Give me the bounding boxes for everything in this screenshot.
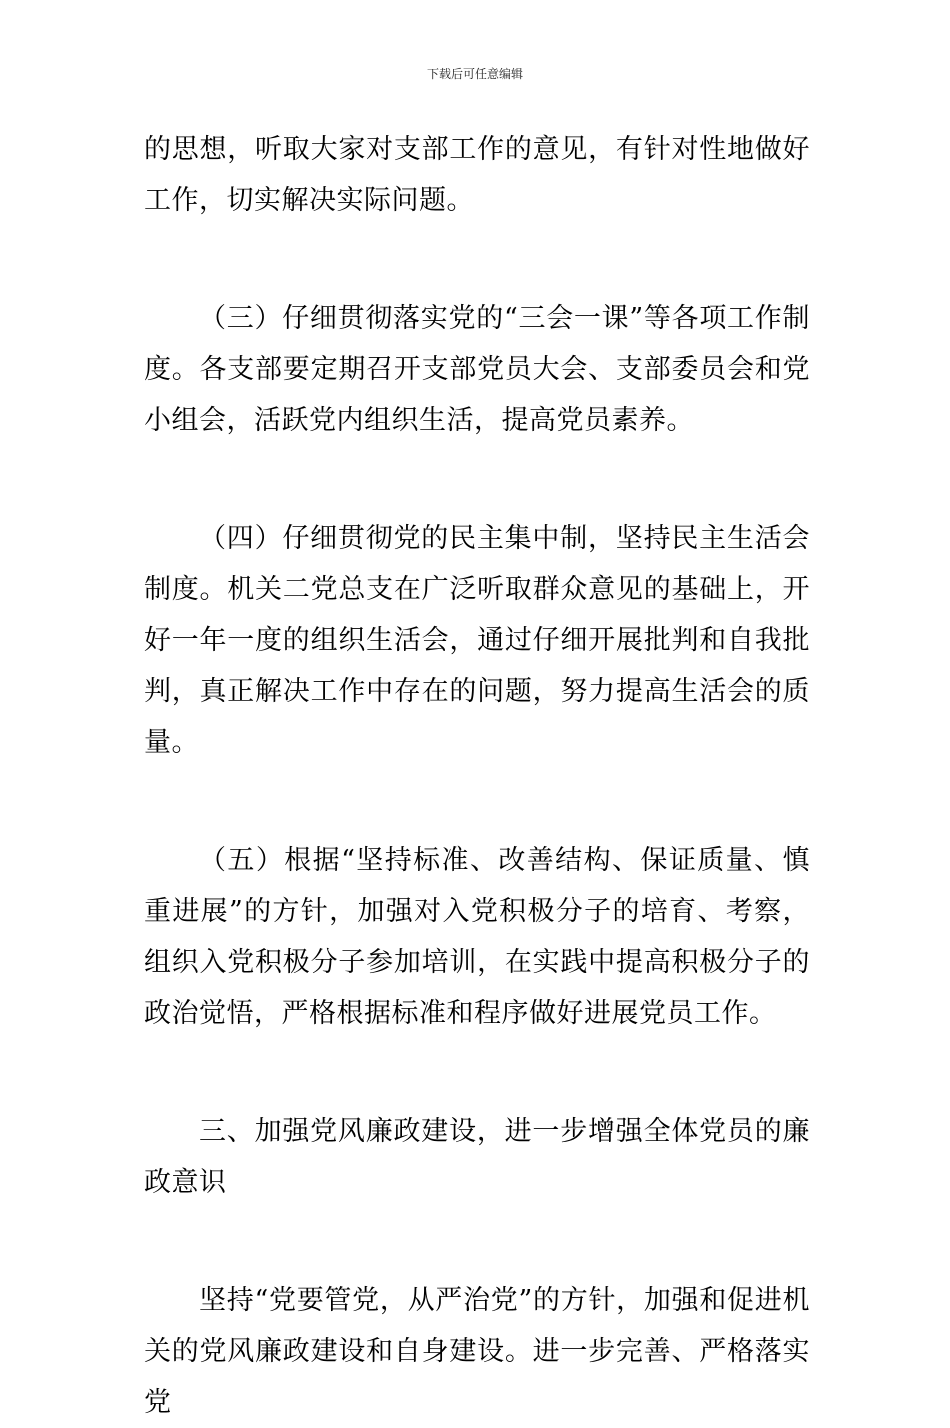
document-body — [144, 124, 810, 1428]
paragraph-item-4: （四）仔细贯彻党的民主集中制，坚持民主生活会制度。机关二党总支在广泛听取群众意见的基础上，开好一年一度的组织生活会，通过仔细开展批判和自我批判，真正解决工作中存在的问题，努力提高生活会的质量。 — [144, 523, 810, 758]
paragraph-item-3: （三）仔细贯彻落实党的“三会一课”等各项工作制度。各支部要定期召开支部党员大会、支部委员会和党小组会，活跃党内组织生活，提高党员素养。 — [144, 303, 810, 436]
section-heading-3: 三、加强党风廉政建设，进一步增强全体党员的廉政意识 — [144, 1116, 810, 1198]
paragraph-item-5: （五）根据“坚持标准、改善结构、保证质量、慎重进展”的方针，加强对入党积极分子的培育、考察，组织入党积极分子参加培训，在实践中提高积极分子的政治觉悟，严格根据标准和程序做好进展党员工作。 — [144, 845, 810, 1029]
page-header: 下载后可任意编辑 — [426, 67, 523, 81]
paragraph-continuation: 的思想，听取大家对支部工作的意见，有针对性地做好工作，切实解决实际问题。 — [144, 134, 810, 216]
paragraph-section-3-body: 坚持“党要管党，从严治党”的方针，加强和促进机关的党风廉政建设和自身建设。进一步完善、严格落实党 — [144, 1285, 810, 1418]
